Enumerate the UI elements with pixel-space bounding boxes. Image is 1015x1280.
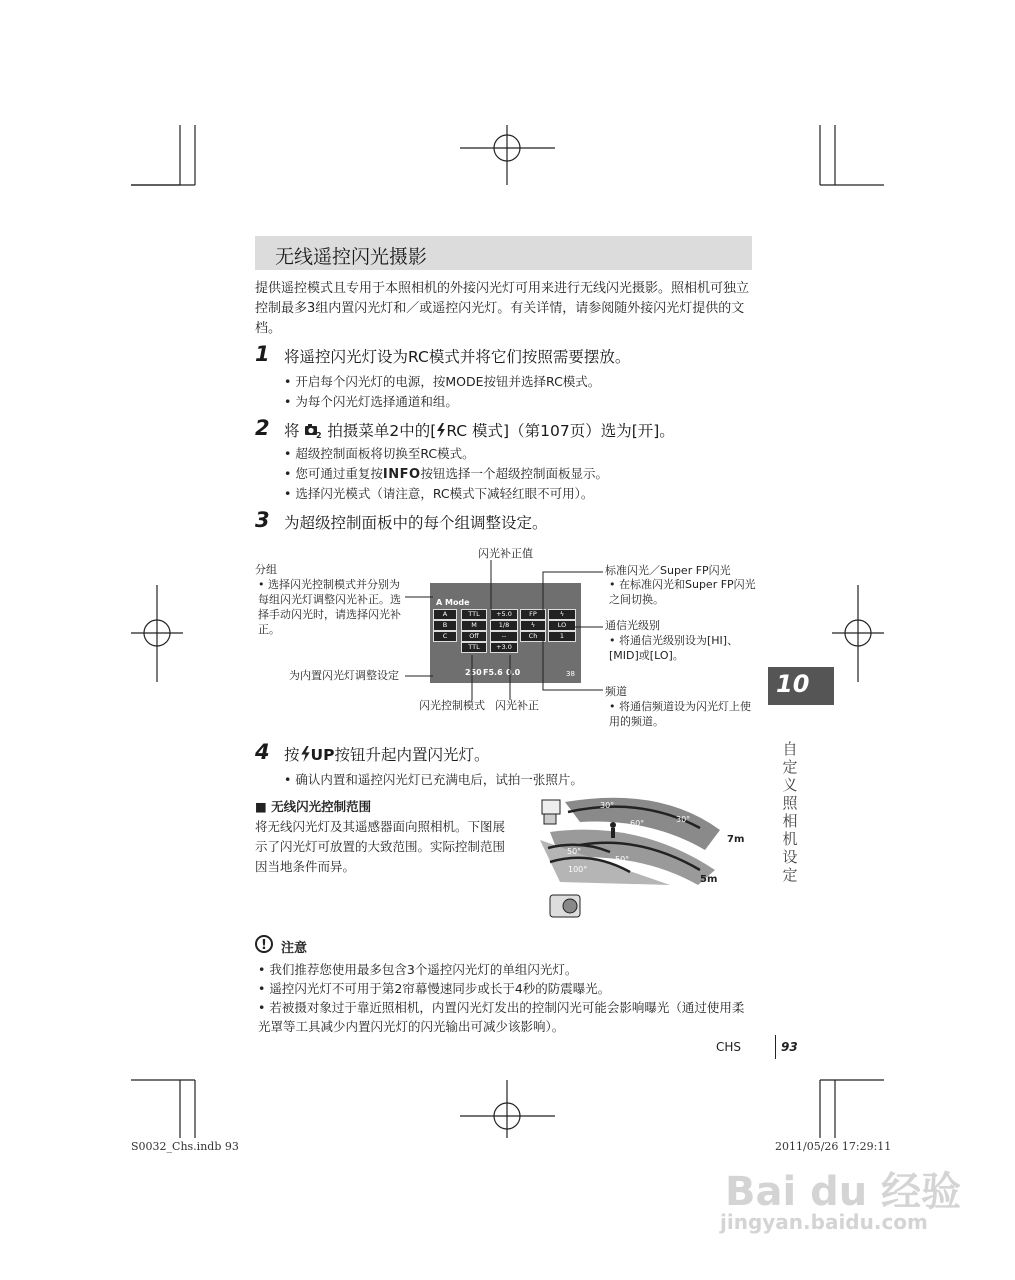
footer-file: S0032_Chs.indb 93 bbox=[131, 1140, 239, 1153]
step-1-number: 1 bbox=[255, 342, 270, 366]
diagram-builtin-label: 为内置闪光灯调整设定 bbox=[289, 669, 399, 682]
panel-value-b: 1/8 bbox=[490, 620, 518, 631]
chapter-title: 自定义照相机设定 bbox=[782, 740, 798, 884]
chapter-number: 10 bbox=[776, 670, 810, 698]
panel-ev: 0.0 bbox=[506, 668, 521, 677]
range-dist-near: 5m bbox=[700, 874, 718, 885]
range-angle-4: 50° bbox=[567, 847, 582, 856]
note-title: 注意 bbox=[281, 941, 308, 956]
panel-level: LO bbox=[548, 620, 576, 631]
step-2-text-rc: RC 模式]（第107页）选为[开]。 bbox=[446, 422, 675, 440]
diagram-group-bullet-text: 选择闪光控制模式并分别为每组闪光灯调整闪光补正。选择手动闪光时，请选择闪光补正。 bbox=[258, 578, 401, 636]
panel-value-builtin: +3.0 bbox=[490, 642, 518, 653]
page-divider bbox=[775, 1035, 776, 1059]
step-4-text bbox=[284, 743, 489, 765]
step-4-bullet-1: • 确认内置和遥控闪光灯已充满电后，试拍一张照片。 bbox=[284, 770, 583, 788]
range-angle-5: 50° bbox=[615, 855, 630, 864]
panel-group-b: B bbox=[433, 620, 457, 631]
diagram-comm-level-bullet-text: 将通信光级别设为[HI]、[MID]或[LO]。 bbox=[609, 634, 739, 662]
section-title: 无线遥控闪光摄影 bbox=[275, 246, 428, 268]
step-1-bullet-1: • 开启每个闪光灯的电源，按MODE按钮并选择RC模式。 bbox=[284, 372, 600, 390]
range-title-text: 无线闪光控制范围 bbox=[271, 799, 372, 814]
range-title: ■ 无线闪光控制范围 bbox=[255, 799, 372, 814]
panel-level-icon: ϟ bbox=[520, 620, 546, 631]
diagram-channel-bullet-text: 将通信频道设为闪光灯上使用的频道。 bbox=[609, 700, 751, 728]
footer-date: 2011/05/26 17:29:11 bbox=[775, 1140, 892, 1153]
flash-up-icon bbox=[300, 746, 311, 762]
diagram-group-title: 分组 bbox=[255, 563, 277, 576]
panel-fp: FP bbox=[520, 609, 546, 620]
panel-ch-label: Ch bbox=[520, 631, 546, 642]
note-item-2: • 遥控闪光灯不可用于第2帘幕慢速同步或长于4秒的防震曝光。 bbox=[258, 979, 753, 997]
step-1-bullet-2: • 为每个闪光灯选择通道和组。 bbox=[284, 392, 458, 410]
diagram-normal-fp-bullet-text: 在标准闪光和Super FP闪光之间切换。 bbox=[609, 578, 756, 606]
page-number: 93 bbox=[781, 1040, 798, 1054]
chapter-tab bbox=[768, 667, 834, 705]
note-item-3: • 若被摄对象过于靠近照相机，内置闪光灯发出的控制闪光可能会影响曝光（通过使用柔光罩等工具减少内置闪光灯的闪光输出可减少该影响）。 bbox=[258, 998, 753, 1036]
panel-value-a: +5.0 bbox=[490, 609, 518, 620]
range-angle-3: 30° bbox=[676, 815, 691, 824]
range-text: 将无线闪光灯及其遥感器面向照相机。下图展示了闪光灯可放置的大致范围。实际控制范围因当地条件而异。 bbox=[255, 819, 506, 874]
panel-fp-flash: ϟ bbox=[548, 609, 576, 620]
step-2-text-post: 拍摄菜单2中的[ bbox=[327, 422, 437, 440]
step-2-bullet-3: • 选择闪光模式（请注意，RC模式下减轻红眼不可用）。 bbox=[284, 484, 593, 502]
svg-text:2: 2 bbox=[316, 431, 323, 438]
panel-mode-label: A Mode bbox=[436, 598, 470, 607]
panel-value-c: -- bbox=[490, 631, 518, 642]
step-4-text-pre: 按 bbox=[284, 746, 300, 764]
step-2-number: 2 bbox=[255, 416, 270, 440]
info-key: INFO bbox=[382, 467, 421, 482]
diagram-group-bullet: • 选择闪光控制模式并分别为每组闪光灯调整闪光补正。选择手动闪光时，请选择闪光补正。 bbox=[258, 578, 401, 636]
diagram-comp-value: 闪光补正值 bbox=[478, 547, 533, 560]
diagram-ctrl-mode: 闪光控制模式 bbox=[419, 699, 485, 712]
caution-icon: ! bbox=[255, 935, 273, 953]
step-1-text: 将遥控闪光灯设为RC模式并将它们按照需要摆放。 bbox=[284, 348, 631, 366]
diagram-comp: 闪光补正 bbox=[495, 699, 539, 712]
range-dist-far: 7m bbox=[727, 834, 745, 845]
range-angle-6: 100° bbox=[568, 865, 588, 874]
diagram-channel-title: 频道 bbox=[605, 685, 627, 698]
diagram-normal-fp-bullet: • 在标准闪光和Super FP闪光之间切换。 bbox=[609, 578, 756, 606]
step-3-number: 3 bbox=[255, 508, 270, 532]
note-item-1: • 我们推荐您使用最多包含3个遥控闪光灯的单组闪光灯。 bbox=[258, 960, 753, 978]
step-4-text-post: 按钮升起内置闪光灯。 bbox=[334, 746, 490, 764]
panel-mode-b: M bbox=[461, 620, 487, 631]
step-2-text-pre: 将 bbox=[284, 422, 300, 440]
page-lang: CHS bbox=[716, 1040, 742, 1054]
diagram-normal-fp-title: 标准闪光／Super FP闪光 bbox=[605, 564, 731, 577]
panel-aperture: F5.6 bbox=[483, 668, 503, 677]
diagram-comm-level-title: 通信光级别 bbox=[605, 619, 660, 632]
intro-paragraph: 提供遥控模式且专用于本照相机的外接闪光灯可用来进行无线闪光摄影。照相机可独立控制最多3组内置闪光灯和／或遥控闪光灯。有关详情，请参阅随外接闪光灯提供的文档。 bbox=[255, 281, 750, 336]
step-2-bullet-2-pre: 您可通过重复按 bbox=[295, 466, 383, 481]
panel-mode-a: TTL bbox=[461, 609, 487, 620]
panel-group-a: A bbox=[433, 609, 457, 620]
flash-range-diagram bbox=[520, 790, 760, 925]
diagram-comm-level-bullet: • 将通信光级别设为[HI]、[MID]或[LO]。 bbox=[609, 634, 739, 662]
watermark-url: jingyan.baidu.com bbox=[720, 1210, 928, 1234]
step-3-text: 为超级控制面板中的每个组调整设定。 bbox=[284, 514, 548, 532]
panel-shutter: 250 bbox=[465, 668, 482, 677]
up-key: UP bbox=[310, 746, 335, 764]
range-angle-2: 60° bbox=[630, 819, 645, 828]
panel-mode-c: Off bbox=[461, 631, 487, 642]
range-angle-1: 30° bbox=[600, 801, 615, 810]
step-4-number: 4 bbox=[255, 740, 270, 764]
step-2-bullet-1: • 超级控制面板将切换至RC模式。 bbox=[284, 444, 475, 462]
step-2-bullet-2-tail: 按钮选择一个超级控制面板显示。 bbox=[420, 466, 609, 481]
panel-frames: 38 bbox=[566, 670, 575, 678]
panel-ch-value: 1 bbox=[548, 631, 576, 642]
panel-group-c: C bbox=[433, 631, 457, 642]
diagram-channel-bullet: • 将通信频道设为闪光灯上使用的频道。 bbox=[609, 700, 751, 728]
watermark-logo: Bai du 经验 bbox=[725, 1169, 962, 1215]
panel-mode-builtin: TTL bbox=[461, 642, 487, 653]
